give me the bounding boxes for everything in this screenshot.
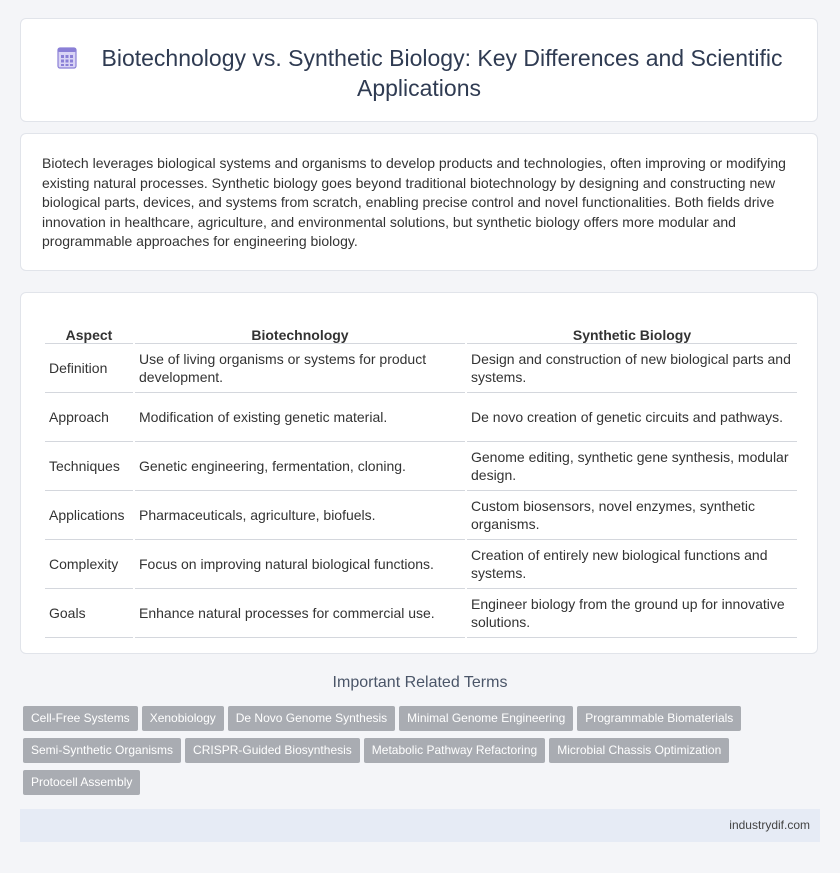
title-card	[20, 18, 818, 122]
row-aspect: Definition	[45, 344, 133, 393]
comparison-card	[20, 292, 818, 654]
related-terms-heading: Important Related Terms	[332, 674, 508, 691]
related-term-tag[interactable]: Programmable Biomaterials	[577, 706, 741, 731]
row-synthetic-biology: Engineer biology from the ground up for innovative solutions.	[467, 589, 797, 638]
row-synthetic-biology: De novo creation of genetic circuits and pathways.	[467, 393, 797, 442]
intro-paragraph: Biotech leverages biological systems and organisms to develop products and technologies, often improving or modifying existing natural processes. Synthetic biology goes beyond traditional biotechnology by designing and constructing new biological parts, devices, and systems from scratch, enabling precise control and novel functionalities. Both fields drive innovation in healthcare, agriculture, and environmental solutions, but synthetic biology offers more modular and programmable approaches for engineering biology.	[42, 155, 786, 250]
footer	[20, 809, 820, 842]
row-biotechnology: Pharmaceuticals, agriculture, biofuels.	[135, 491, 465, 540]
table-header-row	[45, 313, 797, 344]
related-term-tag[interactable]: Protocell Assembly	[23, 770, 140, 795]
intro-card	[20, 133, 818, 271]
header-synthetic-biology: Synthetic Biology	[467, 313, 797, 344]
header-biotechnology: Biotechnology	[135, 313, 465, 344]
row-synthetic-biology: Custom biosensors, novel enzymes, synthetic organisms.	[467, 491, 797, 540]
related-term-tag[interactable]: Cell-Free Systems	[23, 706, 138, 731]
row-synthetic-biology: Creation of entirely new biological functions and systems.	[467, 540, 797, 589]
row-aspect: Goals	[45, 589, 133, 638]
row-biotechnology: Use of living organisms or systems for product development.	[135, 344, 465, 393]
row-biotechnology: Focus on improving natural biological functions.	[135, 540, 465, 589]
table-row	[45, 491, 797, 540]
table-row	[45, 344, 797, 393]
related-term-tag[interactable]: Xenobiology	[142, 706, 224, 731]
document-grid-icon	[56, 46, 78, 68]
row-aspect: Techniques	[45, 442, 133, 491]
page-title-text: Biotechnology vs. Synthetic Biology: Key Differences and Scientific Applications	[101, 45, 783, 101]
related-term-tag[interactable]: Metabolic Pathway Refactoring	[364, 738, 545, 763]
row-synthetic-biology: Genome editing, synthetic gene synthesis, modular design.	[467, 442, 797, 491]
table-row	[45, 589, 797, 638]
page-title	[21, 43, 817, 103]
row-aspect: Approach	[45, 393, 133, 442]
row-aspect: Complexity	[45, 540, 133, 589]
related-term-tag[interactable]: Minimal Genome Engineering	[399, 706, 573, 731]
row-synthetic-biology: Design and construction of new biological parts and systems.	[467, 344, 797, 393]
related-term-tag[interactable]: Semi-Synthetic Organisms	[23, 738, 181, 763]
table-row	[45, 540, 797, 589]
row-biotechnology: Modification of existing genetic material.	[135, 393, 465, 442]
related-term-tag[interactable]: Microbial Chassis Optimization	[549, 738, 729, 763]
table-row	[45, 442, 797, 491]
related-term-tag[interactable]: De Novo Genome Synthesis	[228, 706, 395, 731]
row-aspect: Applications	[45, 491, 133, 540]
table-row	[45, 393, 797, 442]
row-biotechnology: Enhance natural processes for commercial use.	[135, 589, 465, 638]
row-biotechnology: Genetic engineering, fermentation, cloning.	[135, 442, 465, 491]
related-term-tag[interactable]: CRISPR-Guided Biosynthesis	[185, 738, 360, 763]
related-terms-list	[23, 706, 803, 802]
footer-site-link[interactable]: industrydif.com	[729, 818, 810, 832]
comparison-table	[43, 313, 799, 638]
header-aspect: Aspect	[45, 313, 133, 344]
